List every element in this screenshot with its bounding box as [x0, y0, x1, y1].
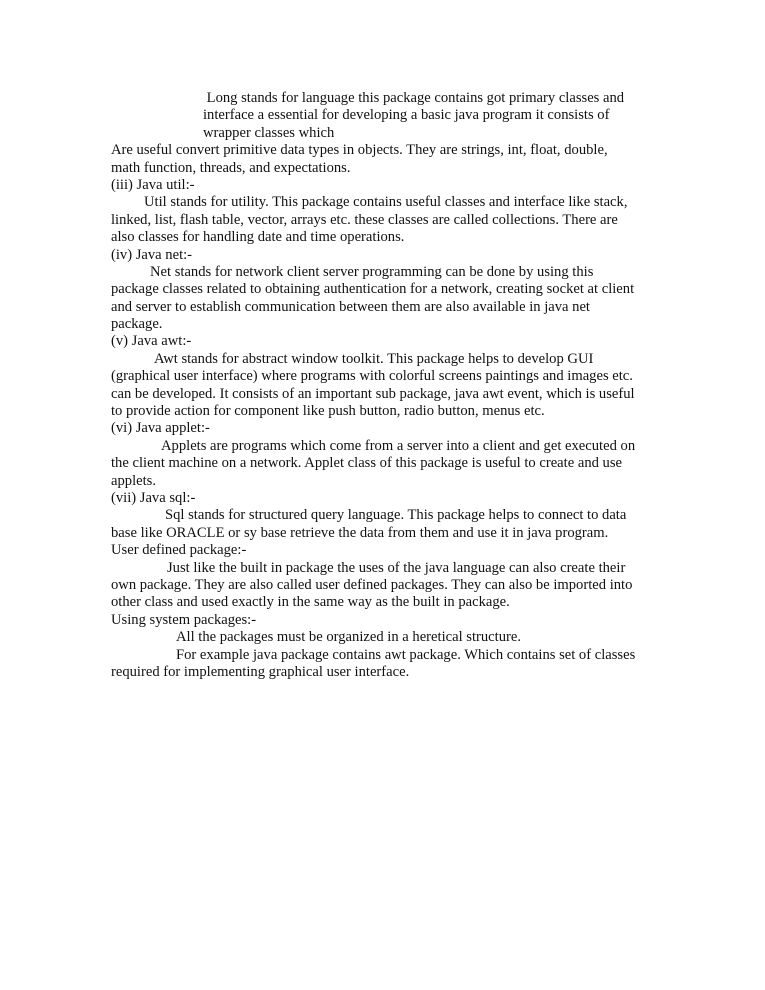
awt-paragraph-line: to provide action for component like push button, radio button, menus etc.: [111, 403, 545, 420]
sql-paragraph-line: Sql stands for structured query language. This package helps to connect to data: [165, 507, 627, 524]
section-heading-net: (iv) Java net:-: [111, 246, 193, 263]
intro-line: interface a essential for developing a basic java program it consists of: [203, 107, 610, 124]
intro-continuation-line: Are useful convert primitive data types in objects. They are strings, int, float, double,: [111, 142, 608, 159]
document-body: [111, 90, 656, 681]
sql-paragraph-line: base like ORACLE or sy base retrieve the data from them and use it in java program.: [111, 524, 609, 541]
awt-paragraph-line: Awt stands for abstract window toolkit. This package helps to develop GUI: [154, 350, 594, 367]
util-paragraph-line: also classes for handling date and time operations.: [111, 229, 405, 246]
applet-paragraph-line: the client machine on a network. Applet class of this package is useful to create and use: [111, 455, 623, 472]
util-paragraph-line: linked, list, flash table, vector, arrays etc. these classes are called collections. There are: [111, 211, 618, 228]
system-paragraph-line: All the packages must be organized in a heretical structure.: [176, 629, 521, 646]
system-paragraph-line: For example java package contains awt package. Which contains set of classes: [176, 646, 636, 663]
section-heading-applet: (vi) Java applet:-: [111, 420, 210, 437]
intro-continuation-line: math function, threads, and expectations.: [111, 159, 351, 176]
user-defined-paragraph-line: own package. They are also called user defined packages. They can also be imported into: [111, 576, 633, 593]
section-heading-user-defined: User defined package:-: [111, 542, 247, 559]
awt-paragraph-line: can be developed. It consists of an important sub package, java awt event, which is useful: [111, 385, 635, 402]
net-paragraph-line: Net stands for network client server programming can be done by using this: [150, 263, 594, 280]
net-paragraph-line: and server to establish communication between them are also available in java net: [111, 298, 590, 315]
awt-paragraph-line: (graphical user interface) where programs with colorful screens paintings and images etc.: [111, 368, 633, 385]
applet-paragraph-line: Applets are programs which come from a server into a client and get executed on: [161, 437, 636, 454]
intro-line: Long stands for language this package contains got primary classes and: [203, 90, 625, 106]
user-defined-paragraph-line: other class and used exactly in the same way as the built in package.: [111, 594, 510, 611]
section-heading-sql: (vii) Java sql:-: [111, 489, 196, 506]
intro-line: wrapper classes which: [203, 124, 335, 141]
system-paragraph-line: required for implementing graphical user interface.: [111, 663, 410, 680]
section-heading-util: (iii) Java util:-: [111, 176, 195, 193]
section-heading-system: Using system packages:-: [111, 611, 257, 628]
net-paragraph-line: package.: [111, 316, 163, 333]
section-heading-awt: (v) Java awt:-: [111, 333, 192, 350]
util-paragraph-line: Util stands for utility. This package contains useful classes and interface like stack,: [144, 194, 628, 211]
user-defined-paragraph-line: Just like the built in package the uses of the java language can also create their: [167, 559, 626, 576]
net-paragraph-line: package classes related to obtaining authentication for a network, creating socket at client: [111, 281, 635, 298]
applet-paragraph-line: applets.: [111, 472, 156, 489]
